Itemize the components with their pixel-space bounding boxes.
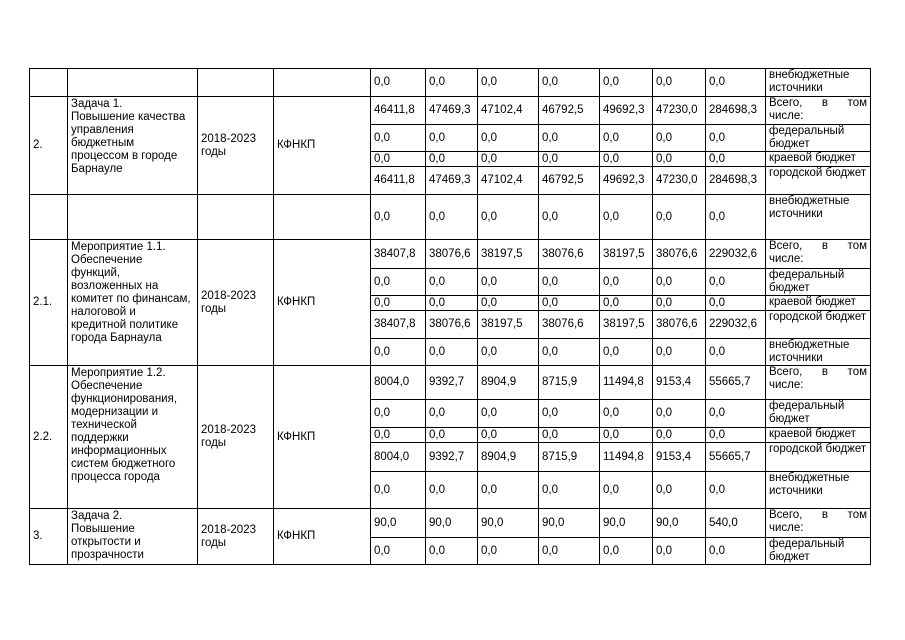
table-row: [30, 195, 871, 240]
amount-cell: 47469,3: [426, 97, 478, 125]
funding-source-cell: внебюджетные источники: [766, 472, 871, 509]
amount-cell: 0,0: [653, 400, 706, 428]
amount-cell: 0,0: [539, 69, 600, 97]
amount-cell: 0,0: [539, 296, 600, 311]
amount-cell: 8715,9: [539, 366, 600, 400]
amount-cell: 0,0: [653, 152, 706, 167]
amount-cell: 0,0: [539, 125, 600, 152]
amount-cell: 0,0: [600, 195, 653, 240]
amount-cell: 0,0: [426, 269, 478, 296]
amount-cell: 0,0: [371, 339, 426, 366]
amount-cell: 0,0: [371, 296, 426, 311]
amount-cell: 0,0: [426, 152, 478, 167]
funding-source-cell: краевой бюджет: [766, 152, 871, 167]
row-number-cell: 2.2.: [30, 366, 68, 509]
amount-cell: 0,0: [371, 538, 426, 565]
amount-cell: 0,0: [371, 269, 426, 296]
row-number-cell: 2.1.: [30, 240, 68, 366]
table-row: [30, 366, 871, 400]
period-cell: 2018-2023 годы: [198, 366, 274, 509]
amount-cell: 0,0: [426, 400, 478, 428]
executor-cell: КФНКП: [274, 366, 371, 509]
amount-cell: 8904,9: [478, 366, 539, 400]
amount-cell: 540,0: [706, 509, 766, 538]
amount-cell: 0,0: [426, 195, 478, 240]
amount-cell: 49692,3: [600, 97, 653, 125]
amount-cell: 0,0: [706, 69, 766, 97]
executor-cell: КФНКП: [274, 97, 371, 195]
amount-cell: 0,0: [426, 472, 478, 509]
row-number-cell: [30, 69, 68, 97]
amount-cell: 0,0: [706, 152, 766, 167]
amount-cell: 90,0: [539, 509, 600, 538]
amount-cell: 0,0: [600, 339, 653, 366]
funding-source-cell: внебюджетные источники: [766, 339, 871, 366]
amount-cell: 38197,5: [600, 240, 653, 269]
amount-cell: 0,0: [478, 69, 539, 97]
amount-cell: 0,0: [539, 339, 600, 366]
funding-source-cell: федеральный бюджет: [766, 400, 871, 428]
amount-cell: 0,0: [426, 339, 478, 366]
period-cell: [198, 69, 274, 97]
amount-cell: 0,0: [653, 339, 706, 366]
amount-cell: 284698,3: [706, 97, 766, 125]
amount-cell: 0,0: [653, 195, 706, 240]
funding-source-cell: Всего, в том числе:: [766, 509, 871, 538]
amount-cell: 0,0: [706, 428, 766, 443]
amount-cell: 0,0: [600, 296, 653, 311]
amount-cell: 0,0: [706, 472, 766, 509]
amount-cell: 55665,7: [706, 443, 766, 472]
task-description-cell: Задача 1. Повышение качества управления бюджетным процессом в городе Барнауле: [68, 97, 198, 195]
amount-cell: 0,0: [478, 472, 539, 509]
amount-cell: 0,0: [478, 152, 539, 167]
amount-cell: 0,0: [426, 538, 478, 565]
budget-table: [29, 68, 871, 565]
amount-cell: 0,0: [478, 125, 539, 152]
funding-source-cell: Всего, в том числе:: [766, 240, 871, 269]
amount-cell: 0,0: [426, 125, 478, 152]
funding-source-cell: Всего, в том числе:: [766, 97, 871, 125]
amount-cell: 0,0: [600, 152, 653, 167]
amount-cell: 8004,0: [371, 366, 426, 400]
amount-cell: 0,0: [600, 125, 653, 152]
funding-source-cell: внебюджетные источники: [766, 69, 871, 97]
amount-cell: 47469,3: [426, 167, 478, 195]
amount-cell: 38197,5: [478, 311, 539, 339]
amount-cell: 0,0: [600, 428, 653, 443]
amount-cell: 47102,4: [478, 167, 539, 195]
amount-cell: 11494,8: [600, 443, 653, 472]
amount-cell: 46792,5: [539, 167, 600, 195]
amount-cell: 0,0: [539, 538, 600, 565]
task-description-cell: Мероприятие 1.2. Обеспечение функционирования, модернизации и технической поддержки информационных систем бюджетного процесса города: [68, 366, 198, 509]
amount-cell: 0,0: [371, 69, 426, 97]
amount-cell: 0,0: [653, 296, 706, 311]
amount-cell: 0,0: [371, 428, 426, 443]
amount-cell: 38076,6: [539, 240, 600, 269]
row-number-cell: 2.: [30, 97, 68, 195]
amount-cell: 9153,4: [653, 443, 706, 472]
amount-cell: 0,0: [653, 69, 706, 97]
amount-cell: 0,0: [426, 428, 478, 443]
amount-cell: 0,0: [426, 296, 478, 311]
amount-cell: 0,0: [371, 125, 426, 152]
amount-cell: 0,0: [653, 472, 706, 509]
amount-cell: 0,0: [706, 269, 766, 296]
table-row: [30, 240, 871, 269]
funding-source-cell: краевой бюджет: [766, 296, 871, 311]
amount-cell: 0,0: [600, 69, 653, 97]
amount-cell: 90,0: [653, 509, 706, 538]
amount-cell: 0,0: [706, 125, 766, 152]
amount-cell: 0,0: [478, 195, 539, 240]
amount-cell: 0,0: [478, 538, 539, 565]
table-row: [30, 509, 871, 538]
amount-cell: 9392,7: [426, 443, 478, 472]
table-row: [30, 69, 871, 97]
amount-cell: 38076,6: [426, 240, 478, 269]
amount-cell: 0,0: [371, 152, 426, 167]
funding-source-cell: краевой бюджет: [766, 428, 871, 443]
period-cell: 2018-2023 годы: [198, 240, 274, 366]
amount-cell: 8715,9: [539, 443, 600, 472]
funding-source-cell: городской бюджет: [766, 443, 871, 472]
task-description-cell: [68, 195, 198, 240]
amount-cell: 8904,9: [478, 443, 539, 472]
period-cell: 2018-2023 годы: [198, 509, 274, 565]
row-number-cell: [30, 195, 68, 240]
amount-cell: 46792,5: [539, 97, 600, 125]
amount-cell: 0,0: [478, 428, 539, 443]
amount-cell: 0,0: [653, 269, 706, 296]
period-cell: 2018-2023 годы: [198, 97, 274, 195]
amount-cell: 229032,6: [706, 311, 766, 339]
amount-cell: 0,0: [426, 69, 478, 97]
amount-cell: 0,0: [539, 400, 600, 428]
amount-cell: 0,0: [600, 472, 653, 509]
amount-cell: 0,0: [653, 428, 706, 443]
amount-cell: 46411,8: [371, 97, 426, 125]
amount-cell: 90,0: [600, 509, 653, 538]
executor-cell: [274, 69, 371, 97]
funding-source-cell: Всего, в том числе:: [766, 366, 871, 400]
amount-cell: 38076,6: [653, 311, 706, 339]
amount-cell: 0,0: [653, 125, 706, 152]
amount-cell: 9392,7: [426, 366, 478, 400]
amount-cell: 0,0: [539, 472, 600, 509]
amount-cell: 47230,0: [653, 97, 706, 125]
amount-cell: 11494,8: [600, 366, 653, 400]
executor-cell: [274, 195, 371, 240]
amount-cell: 90,0: [478, 509, 539, 538]
funding-source-cell: федеральный бюджет: [766, 125, 871, 152]
amount-cell: 0,0: [706, 538, 766, 565]
amount-cell: 229032,6: [706, 240, 766, 269]
amount-cell: 0,0: [478, 296, 539, 311]
amount-cell: 0,0: [706, 296, 766, 311]
amount-cell: 47230,0: [653, 167, 706, 195]
amount-cell: 0,0: [600, 400, 653, 428]
period-cell: [198, 195, 274, 240]
row-number-cell: 3.: [30, 509, 68, 565]
amount-cell: 38076,6: [539, 311, 600, 339]
funding-source-cell: федеральный бюджет: [766, 269, 871, 296]
amount-cell: 0,0: [539, 152, 600, 167]
amount-cell: 0,0: [706, 195, 766, 240]
amount-cell: 90,0: [426, 509, 478, 538]
amount-cell: 49692,3: [600, 167, 653, 195]
amount-cell: 38197,5: [478, 240, 539, 269]
amount-cell: 0,0: [478, 400, 539, 428]
amount-cell: 0,0: [371, 195, 426, 240]
amount-cell: 38407,8: [371, 311, 426, 339]
amount-cell: 0,0: [478, 339, 539, 366]
amount-cell: 0,0: [371, 400, 426, 428]
amount-cell: 0,0: [706, 400, 766, 428]
amount-cell: 38197,5: [600, 311, 653, 339]
executor-cell: КФНКП: [274, 509, 371, 565]
amount-cell: 38076,6: [653, 240, 706, 269]
amount-cell: 38076,6: [426, 311, 478, 339]
task-description-cell: Мероприятие 1.1. Обеспечение функций, возложенных на комитет по финансам, налоговой и кредитной политике города Барнаула: [68, 240, 198, 366]
amount-cell: 0,0: [706, 339, 766, 366]
amount-cell: 46411,8: [371, 167, 426, 195]
task-description-cell: [68, 69, 198, 97]
funding-source-cell: городской бюджет: [766, 167, 871, 195]
funding-source-cell: федеральный бюджет: [766, 538, 871, 565]
amount-cell: 0,0: [539, 428, 600, 443]
amount-cell: 0,0: [371, 472, 426, 509]
amount-cell: 0,0: [539, 269, 600, 296]
amount-cell: 0,0: [539, 195, 600, 240]
amount-cell: 9153,4: [653, 366, 706, 400]
amount-cell: 0,0: [600, 269, 653, 296]
funding-source-cell: городской бюджет: [766, 311, 871, 339]
table-row: [30, 97, 871, 125]
amount-cell: 90,0: [371, 509, 426, 538]
amount-cell: 55665,7: [706, 366, 766, 400]
amount-cell: 47102,4: [478, 97, 539, 125]
amount-cell: 38407,8: [371, 240, 426, 269]
amount-cell: 0,0: [653, 538, 706, 565]
amount-cell: 8004,0: [371, 443, 426, 472]
amount-cell: 0,0: [478, 269, 539, 296]
executor-cell: КФНКП: [274, 240, 371, 366]
amount-cell: 284698,3: [706, 167, 766, 195]
funding-source-cell: внебюджетные источники: [766, 195, 871, 240]
amount-cell: 0,0: [600, 538, 653, 565]
task-description-cell: Задача 2. Повышение открытости и прозрачности: [68, 509, 198, 565]
